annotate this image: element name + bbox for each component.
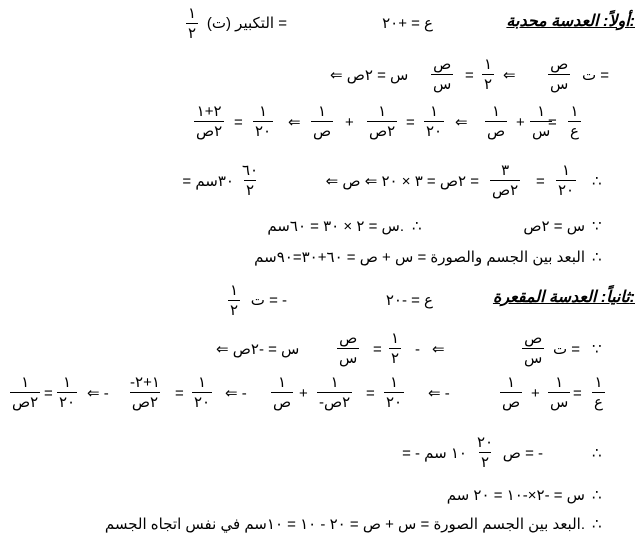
s1-l3-frac-4: ١ ٢٠ [426,103,443,140]
s1-l2-frac-2: ١ ٢ [484,56,493,93]
s1-l2-frac-3: ص س [433,56,452,93]
s1-l4-therefore: ∴ [592,173,602,190]
s1-magnification-label: التكبير (ت) = [206,15,287,32]
s1-l3-arrow-2: ⇐ [288,114,301,131]
s2-l2-minus: - [415,341,420,358]
s2-l3-eq-4: = [44,385,53,402]
s2-l3-eq-2: = [366,385,375,402]
s2-l3-frac-7: ١ ٢٠ [194,374,211,411]
s1-l2-arrow: ⇐ [503,67,516,84]
s1-l3-frac-7: ١ ٢٠ [255,103,272,140]
s2-l3-eq-3: = [175,385,184,402]
s2-l3-frac-10: ١ ٢ص [12,374,39,411]
s2-l3-arrow-3: ⇐ - [87,385,109,402]
s2-l3-arrow-1: ⇐ - [428,385,450,402]
s1-l5-therefore: ∴ [412,218,422,235]
s1-l2-eq: = [465,67,474,84]
s1-l3-eq-3: = [234,114,243,131]
s1-l2-rest: ⇐ س = ٢ص [330,67,409,84]
s2-l3-frac-5: ١ -٢ص [319,374,351,411]
s2-l2-arrow: ⇐ [432,341,445,358]
s2-l5-therefore: ∴ [592,487,602,504]
s1-l3-frac-5: ١ ٢ص [369,103,396,140]
s2-l3-frac-4: ١ ٢٠ [386,374,403,411]
s1-magnification-fraction: ١ ٢ [188,5,197,42]
s2-l2-frac-2: ١ ٢ [391,330,400,367]
s1-l4-end: = ٣٠سم [182,173,234,190]
s1-l4-eq: = [536,173,545,190]
s1-l4-frac-1: ١ ٢٠ [558,162,575,199]
s2-focal-length: ع = -٢٠ [385,292,433,309]
s2-l2-because: ∵ [592,341,602,358]
s1-l3-frac-3: ١ ص [487,103,506,140]
s2-l4-frac-1: ٢٠ ٢ [477,434,494,471]
s2-l3-frac-3: ١ ص [502,374,521,411]
s2-l5-text: س = -٢×-١٠ = ٢٠ سم [446,487,585,504]
s1-l6-text: البعد بين الجسم والصورة = س + ص = ٦٠+٣٠=٩٠سم [254,249,585,266]
s1-focal-length: ع = +٢٠ [382,15,433,32]
s2-l4-a: ص = - [502,445,543,462]
s1-l5-b: س = ٢ × ٣٠ = ٦٠سم. [267,218,404,235]
s2-l6-therefore: ∴ [592,516,602,533]
s1-l4-mid: ⇐ ٢ص = ٣ × ٢٠ ⇐ ص = [325,173,479,190]
s2-l4-b: = - ١٠ سم [402,445,467,462]
s1-l4-frac-2: ٣ ٢ص [492,162,519,199]
s1-l3-frac-8: ٢+١ ٢ص [196,103,223,140]
s2-l6-text: البعد بين الجسم الصورة = س + ص = ٢٠ - ١٠ = ١٠سم في نفس اتجاه الجسم. [104,516,585,533]
s2-l3-frac-2: ١ س [550,374,569,411]
section2-heading: ثانياً: العدسة المقعرة: [492,289,635,306]
s1-l3-plus-1: + [516,114,525,131]
s1-l4-frac-3: ٦٠ ٢ [242,162,259,199]
s2-l3-frac-9: ١ ٢٠ [59,374,76,411]
s1-l2-t: ت = [582,67,610,84]
s2-l2-frac-1: ص س [524,330,543,367]
s2-l3-frac-1: ١ ع [594,374,603,411]
s1-l5-a: س = ٢ص [523,218,585,235]
s2-t-label: ت = - [250,292,287,309]
s1-l3-eq-2: = [406,114,415,131]
s2-l2-frac-3: ص س [339,330,358,367]
s1-l3-plus-2: + [345,114,354,131]
s1-l3-frac-1: ١ ع [570,103,579,140]
s2-l3-plus-1: + [531,385,540,402]
s2-t-fraction: ١ ٢ [230,282,239,319]
s2-l4-therefore: ∴ [592,445,602,462]
s1-l3-eq-1: = [548,114,557,131]
s1-l3-frac-6: ١ ص [313,103,332,140]
s2-l2-rest: ⇐ س = -٢ص [216,341,300,358]
s1-l3-arrow-1: ⇐ [455,114,468,131]
s2-l3-arrow-2: ⇐ - [225,385,247,402]
s2-l2-t: ت = [553,341,581,358]
s2-l3-frac-8: -١+٢ ٢ص [130,374,160,411]
s2-l3-plus-2: + [299,385,308,402]
s1-l2-frac-1: ص س [550,56,569,93]
s2-l2-eq: = [373,341,382,358]
section1-heading: أولاً: العدسة محدبة: [506,13,635,30]
s1-l3-frac-2: ١ س [532,103,551,140]
s1-l6-therefore: ∴ [592,249,602,266]
s2-l3-frac-6: ١ ص [273,374,292,411]
s1-l5-because: ∵ [592,218,602,235]
s2-l3-eq-1: = [573,385,582,402]
